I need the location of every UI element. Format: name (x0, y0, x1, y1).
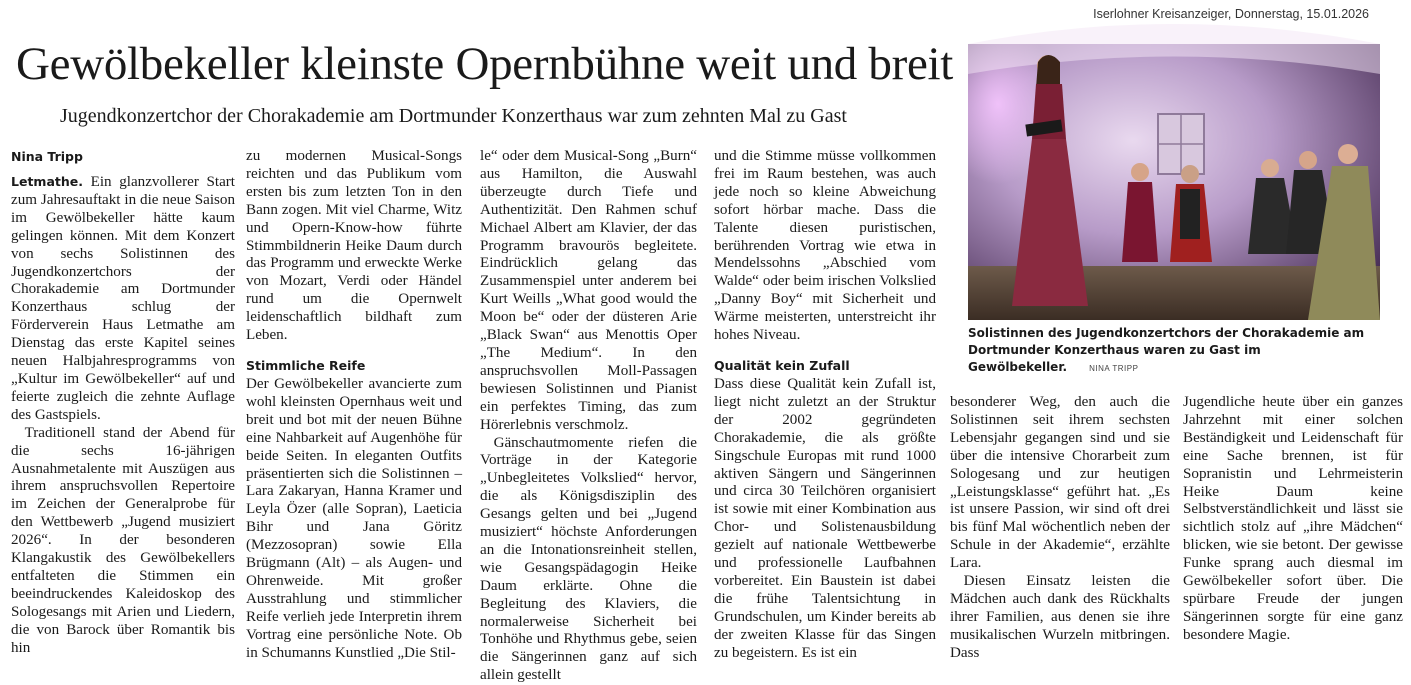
headline: Gewölbekeller kleinste Opernbühne weit und breit (16, 38, 956, 90)
concert-photo-illustration (968, 44, 1380, 320)
subheading-stimmliche-reife: Stimmliche Reife (246, 357, 462, 375)
photo-caption (968, 325, 1380, 377)
photo-credit: NINA TRIPP (1089, 364, 1138, 373)
paragraph: Jugendliche heute über ein ganzes Jahrzehnt mit einer solchen Beständigkeit und Leidenschaft für eine Sache brennen, ist für Sopranistin und Lehrmeisterin Heike Daum keine Selbstverständlichkeit und lässt sie sichtlich stolz auf „ihre Mädchen“ blicken, wie sie betont. Der gewisse Funke sprang auch diesmal im Gewölbekeller sofort über. Die spürbare Freude der jungen Sängerinnen sorgte für eine ganz besondere Magie. (1183, 394, 1403, 645)
paragraph: zu modernen Musical-Songs reichten und das Publikum vom ersten bis zum letzten Ton in den Bann zogen. Mit viel Charme, Witz und Opern-Know-how führte Stimmbildnerin Heike Daum durch das Programm und erweckte Werke von Mozart, Verdi oder Händel rund um die Opernwelt leidenschaftlich bildhaft zum Leben. (246, 148, 462, 345)
dateline: Letmathe. (11, 174, 83, 189)
article-column-1 (11, 148, 235, 628)
paragraph: Dass diese Qualität kein Zufall ist, liegt nicht zuletzt an der Struktur der 2002 gegründeten Chorakademie, die als größte Singschule Europas mit rund 1000 aktiven Sängern und Sängerinnen und circa 30 Teilchören organisiert ist sowie mit einer Kombination aus Chor- und Solistenausbildung gezielt auf nationale Wettbewerbe und professionelle Laufbahnen vorbereitet. Ein Baustein ist dabei die frühe Talentsichtung in Grundschulen, um Kinder bereits ab der zweiten Klasse für das Singen zu begeistern. Es ist ein (714, 376, 936, 663)
paragraph: Diesen Einsatz leisten die Mädchen auch dank des Rückhalts ihrer Familien, aus denen sie ihre musikalischen Wurzeln mitbringen. Dass (950, 573, 1170, 663)
article-column-2 (246, 148, 462, 628)
lead-paragraph (11, 173, 235, 425)
paragraph: besonderer Weg, den auch die Solistinnen seit ihrem sechsten Lebensjahr gegangen sind und sie über die intensive Chorarbeit zum Sologesang und zur heutigen „Leistungsklasse“ geführt hat. „Es ist unsere Passion, wir sind oft drei bis fünf Mal wöchentlich neben der Schule in der Akademie“, erzählte Lara. (950, 394, 1170, 573)
paragraph: Traditionell stand der Abend für die sechs 16-jährigen Ausnahmetalente mit Auszügen aus ihrem anspruchsvollen Repertoire im Zeichen der Generalprobe für den Wettbewerb „Jugend musiziert 2026“. In der besonderen Klangakustik des Gewölbekellers entfalteten die Stimmen ein beeindruckendes Kaleidoskop des Sologesangs mit Arien und Liedern, die von Barock über Romantik bis hin (11, 425, 235, 658)
lead-text: Ein glanzvollerer Start zum Jahresauftakt in die neue Saison im Gewölbekeller hätte kaum gelingen können. Mit dem Konzert von sechs Solistinnen des Jugendkonzertchors der Chorakademie am Dortmunder Konzerthaus schlug der Förderverein Haus Letmathe am Dienstag das erste Kapitel seines neuen Halbjahresprogramms von „Kultur im Gewölbekeller“ auf und feierte zugleich die zehnte Auflage des Gastspiels. (11, 174, 235, 423)
paragraph: le“ oder dem Musical-Song „Burn“ aus Hamilton, die Auswahl überzeugte durch Tiefe und Authentizität. Den Rahmen schuf Michael Albert am Klavier, der das Programm bravourös begleitete. Eindrücklich gelang das Zusammenspiel unter anderem bei Kurt Weills „What good would the Moon be“ oder der düsteren Arie „Black Swan“ aus Menottis Oper „The Medium“. In den anspruchsvollen Moll-Passagen bewiesen Solistinnen und Pianist ein perfektes Timing, das zum Hörerlebnis verschmolz. (480, 148, 697, 435)
article-column-3 (480, 148, 697, 628)
paragraph: Der Gewölbekeller avancierte zum wohl kleinsten Opernhaus weit und breit und bot mit der neuen Bühne eine Nahbarkeit auf Augenhöhe für beide Seiten. In eleganten Outfits präsentierten sich die Solistinnen – Lara Zakaryan, Hanna Kramer und Leyla Özer (alle Sopran), Laeticia Bihr und Jana Göritz (Mezzosopran) sowie Ella Brügmann (Alt) – als Augen- und Ohrenweide. Mit großer Ausstrahlung und stimmlicher Reife verlieh jede Interpretin ihrem Vortrag eine persönliche Note. Ob in Schumanns Kunstlied „Die Stil- (246, 376, 462, 663)
article-photo (968, 44, 1380, 320)
masthead: Iserlohner Kreisanzeiger, Donnerstag, 15.01.2026 (1093, 7, 1369, 21)
article-column-5 (950, 394, 1170, 628)
article-column-4 (714, 148, 936, 628)
caption-text: Solistinnen des Jugendkonzertchors der Chorakademie am Dortmunder Konzerthaus waren zu Gast im Gewölbekeller. (968, 326, 1364, 374)
subheadline: Jugendkonzertchor der Chorakademie am Dortmunder Konzerthaus war zum zehnten Mal zu Gast (60, 104, 960, 128)
article-column-6 (1183, 394, 1403, 628)
paragraph: Gänschautmomente riefen die Vorträge in der Kategorie „Unbegleitetes Volkslied“ hervor, die als Königsdisziplin des Gesangs gelten und bei „Jugend musiziert“ höchste Anforderungen an die Intonationsreinheit stellen, wie Gesangspädagogin Heike Daum erklärte. Ohne die Begleitung des Klaviers, die normalerweise Sicherheit bei Tonhöhe und Rhythmus gebe, seien die Sängerinnen ganz auf sich allein gestellt (480, 435, 697, 685)
subheading-qualitaet: Qualität kein Zufall (714, 357, 936, 375)
paragraph: und die Stimme müsse vollkommen frei im Raum bestehen, was auch jede noch so kleine Abweichung sofort hörbar mache. Dass die Talente diesen puristischen, berührenden Vortrag wie etwa in Mendelssohns „Abschied vom Walde“ oder beim irischen Volkslied „Danny Boy“ mit Sicherheit und Wärme meisterten, unterstreicht ihr hohes Niveau. (714, 148, 936, 345)
author-byline: Nina Tripp (11, 148, 235, 166)
